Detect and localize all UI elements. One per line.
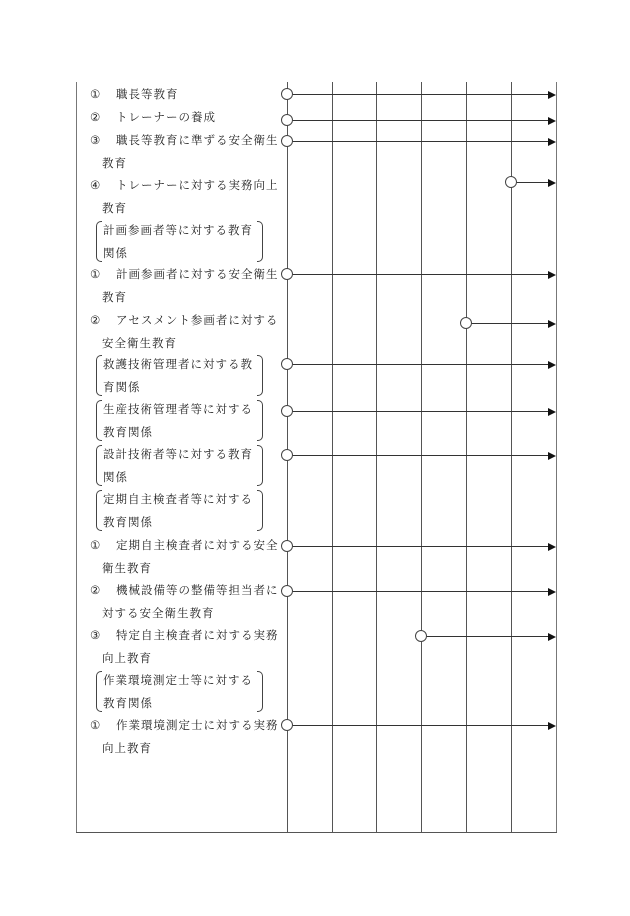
timeline-arrow-line [292,274,548,275]
timeline-arrow-line [292,120,548,121]
item-number: ① [90,538,102,552]
item-number: ④ [90,178,102,192]
table-left-border [76,82,77,832]
start-circle-icon [281,585,293,597]
group-heading-text: 救護技術管理者に対する教 [103,357,253,371]
group-heading-text: 定期自主検査者等に対する [103,492,253,506]
bracket-left [96,355,102,396]
arrow-head-icon [548,543,556,551]
item-label [90,313,278,327]
bracket-left [96,221,102,262]
item-label [90,267,279,281]
arrow-head-icon [548,179,556,187]
timeline-arrow-line [292,141,548,142]
timeline-arrow-line [292,364,548,365]
column-line [511,82,512,832]
start-circle-icon [281,405,293,417]
item-label [90,87,179,101]
item-number: ① [90,87,102,101]
item-text: 計画参画者に対する安全衛生 [116,267,279,281]
item-number: ② [90,313,102,327]
bracket-left [96,445,102,486]
item-text: 職長等教育に準ずる安全衛生 [116,133,279,147]
item-text: 特定自主検査者に対する実務 [116,628,279,642]
column-line [421,82,422,832]
group-heading-text: 教育関係 [103,695,153,710]
bracket-left [96,671,102,712]
arrow-head-icon [548,361,556,369]
item-label [90,583,279,597]
group-heading-text: 計画参画者等に対する教育 [103,223,253,237]
group-heading-text: 設計技術者等に対する教育 [103,447,253,461]
bracket-left [96,490,102,531]
item-text: 定期自主検査者に対する安全 [116,538,279,552]
arrow-head-icon [548,633,556,641]
start-circle-icon [415,630,427,642]
bracket-right [257,671,263,712]
start-circle-icon [281,114,293,126]
item-label-continued: 教育 [102,155,127,170]
start-circle-icon [281,719,293,731]
start-circle-icon [281,88,293,100]
item-label-continued: 教育 [102,200,127,215]
item-label-continued: 向上教育 [102,740,152,755]
item-text: トレーナーの養成 [116,110,216,124]
item-label [90,178,279,192]
item-label [90,133,279,147]
item-number: ① [90,718,102,732]
item-label-continued: 衛生教育 [102,560,152,575]
start-circle-icon [505,176,517,188]
item-text: 職長等教育 [116,87,179,101]
item-label [90,628,279,642]
bracket-right [257,355,263,396]
item-text: トレーナーに対する実務向上 [116,178,279,192]
item-label-continued: 安全衛生教育 [102,335,177,350]
start-circle-icon [281,449,293,461]
group-heading-text: 生産技術管理者等に対する [103,402,253,416]
item-number: ③ [90,628,102,642]
start-circle-icon [281,358,293,370]
group-heading-text: 関係 [103,469,128,484]
timeline-arrow-line [471,323,548,324]
arrow-head-icon [548,588,556,596]
column-line [466,82,467,832]
item-text: 作業環境測定士に対する実務 [116,718,279,732]
item-number: ② [90,583,102,597]
item-text: 機械設備等の整備等担当者に [116,583,279,597]
start-circle-icon [281,135,293,147]
timeline-arrow-line [292,455,548,456]
timeline-arrow-line [292,411,548,412]
group-heading-text: 作業環境測定士等に対する [103,673,253,687]
bracket-right [257,445,263,486]
bracket-right [257,490,263,531]
arrow-head-icon [548,452,556,460]
timeline-arrow-line [292,546,548,547]
arrow-head-icon [548,91,556,99]
column-line [376,82,377,832]
timeline-arrow-line [292,94,548,95]
group-heading-text: 教育関係 [103,424,153,439]
item-label-continued: 向上教育 [102,650,152,665]
arrow-head-icon [548,320,556,328]
arrow-head-icon [548,722,556,730]
item-label [90,538,279,552]
column-line [556,82,557,832]
group-heading-text: 関係 [103,245,128,260]
group-heading-text: 教育関係 [103,514,153,529]
arrow-head-icon [548,117,556,125]
item-label [90,110,216,124]
bracket-right [257,400,263,441]
item-number: ① [90,267,102,281]
arrow-head-icon [548,271,556,279]
timeline-arrow-line [516,182,548,183]
start-circle-icon [281,540,293,552]
item-number: ② [90,110,102,124]
table-bottom-border [76,832,557,833]
start-circle-icon [281,268,293,280]
item-label [90,718,279,732]
arrow-head-icon [548,408,556,416]
bracket-left [96,400,102,441]
timeline-arrow-line [426,636,548,637]
column-line [332,82,333,832]
arrow-head-icon [548,138,556,146]
start-circle-icon [460,317,472,329]
bracket-right [257,221,263,262]
item-number: ③ [90,133,102,147]
timeline-arrow-line [292,725,548,726]
timeline-arrow-line [292,591,548,592]
item-label-continued: 教育 [102,289,127,304]
item-text: アセスメント参画者に対する [116,313,279,327]
group-heading-text: 育関係 [103,379,141,394]
item-label-continued: 対する安全衛生教育 [102,605,215,620]
